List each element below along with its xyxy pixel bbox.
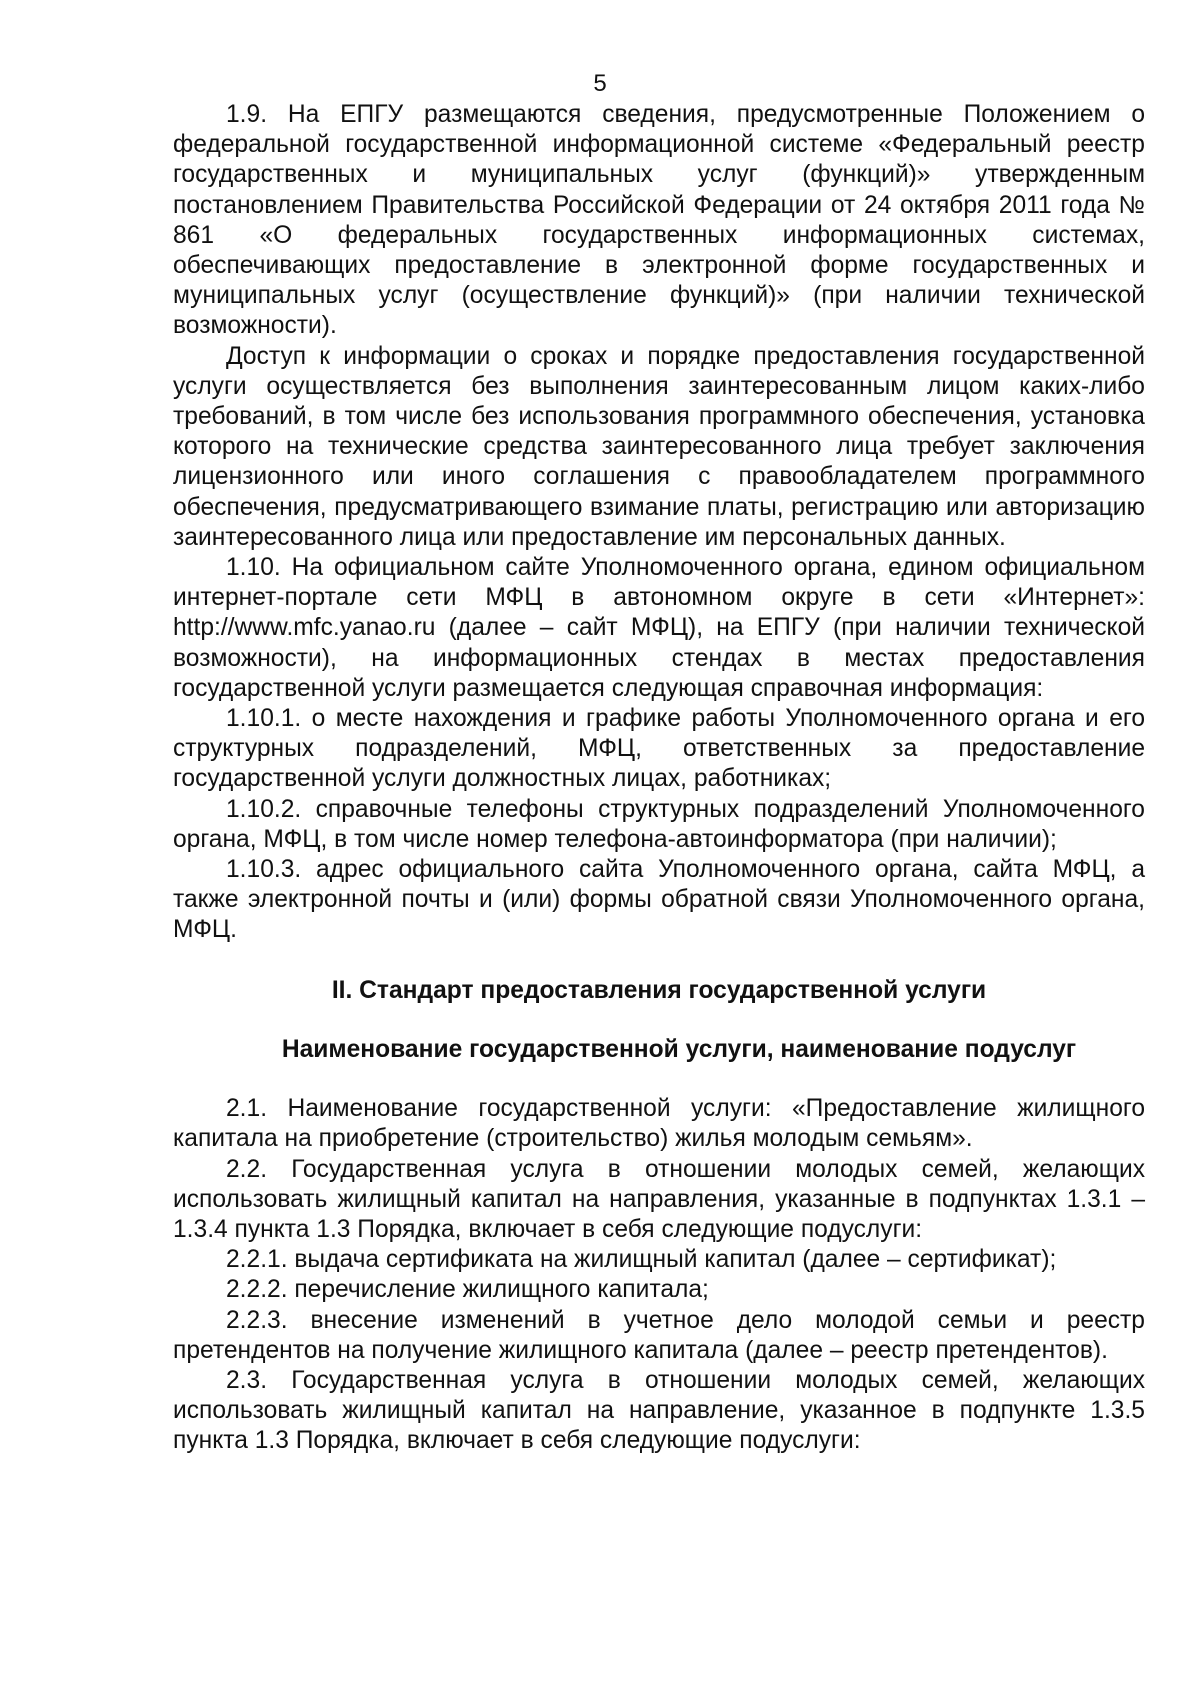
page-number: 5 bbox=[593, 70, 607, 97]
paragraph-2-2: 2.2. Государственная услуга в отношении молодых семей, желающих использовать жилищный капитал на направления, указанные в подпунктах 1.3.1 – 1.3.4 пункта 1.3 Порядка, включает в себя следующие подуслуги: bbox=[173, 1155, 1145, 1243]
paragraph-1-10: 1.10. На официальном сайте Уполномоченного органа, едином официальном интернет-портале сети МФЦ в автономном округе в сети «Интернет»: http://www.mfc.yanao.ru (далее – сайт МФЦ), на ЕПГУ (при наличии технической возможности), на информационных стендах в местах предоставления государственной услуги размещается следующая справочная информация: bbox=[173, 554, 1145, 702]
paragraph-1-10-1: 1.10.1. о месте нахождения и графике работы Уполномоченного органа и его структурных подразделений, МФЦ, ответственных за предоставление государственной услуги должностных лицах, работниках; bbox=[173, 705, 1145, 793]
paragraph-2-3: 2.3. Государственная услуга в отношении молодых семей, желающих использовать жилищный капитал на направление, указанное в подпункте 1.3.5 пункта 1.3 Порядка, включает в себя следующие подуслуги: bbox=[173, 1366, 1145, 1455]
paragraph-access-info: Доступ к информации о сроках и порядке предоставления государственной услуги осуществляется без выполнения заинтересованным лицом каких-либо требований, в том числе без использования программного обеспечения, установка которого на технические средства заинтересованного лица требует заключения лицензионного или иного соглашения с правообладателем программного обеспечения, предусматривающего взимание платы, регистрацию или авторизацию заинтересованного лица или предоставление им персональных данных. bbox=[173, 342, 1145, 551]
paragraph-1-10-3: 1.10.3. адрес официального сайта Уполномоченного органа, сайта МФЦ, а также электронной почты и (или) формы обратной связи Уполномоченного органа, МФЦ. bbox=[173, 856, 1145, 944]
document-body bbox=[173, 100, 1145, 1457]
paragraph-2-2-1: 2.2.1. выдача сертификата на жилищный капитал (далее – сертификат); bbox=[226, 1246, 1057, 1274]
paragraph-2-2-2: 2.2.2. перечисление жилищного капитала; bbox=[226, 1276, 709, 1304]
subsection-heading: Наименование государственной услуги, наименование подуслуг bbox=[281, 1035, 1077, 1063]
section-heading: II. Стандарт предоставления государственной услуги bbox=[331, 976, 987, 1004]
paragraph-1-10-2: 1.10.2. справочные телефоны структурных подразделений Уполномоченного органа, МФЦ, в том числе номер телефона-автоинформатора (при наличии); bbox=[173, 795, 1145, 853]
paragraph-2-1: 2.1. Наименование государственной услуги: «Предоставление жилищного капитала на приобретение (строительство) жилья молодым семьям». bbox=[173, 1095, 1145, 1153]
paragraph-1-9: 1.9. На ЕПГУ размещаются сведения, предусмотренные Положением о федеральной государственной информационной системе «Федеральный реестр государственных и муниципальных услуг (функций)» утвержденным постановлением Правительства Российской Федерации от 24 октября 2011 года № 861 «О федеральных государственных информационных системах, обеспечивающих предоставление в электронной форме государственных и муниципальных услуг (осуществление функций)» (при наличии технической возможности). bbox=[173, 101, 1145, 340]
paragraph-2-2-3: 2.2.3. внесение изменений в учетное дело молодой семьи и реестр претендентов на получение жилищного капитала (далее – реестр претендентов). bbox=[173, 1306, 1145, 1364]
